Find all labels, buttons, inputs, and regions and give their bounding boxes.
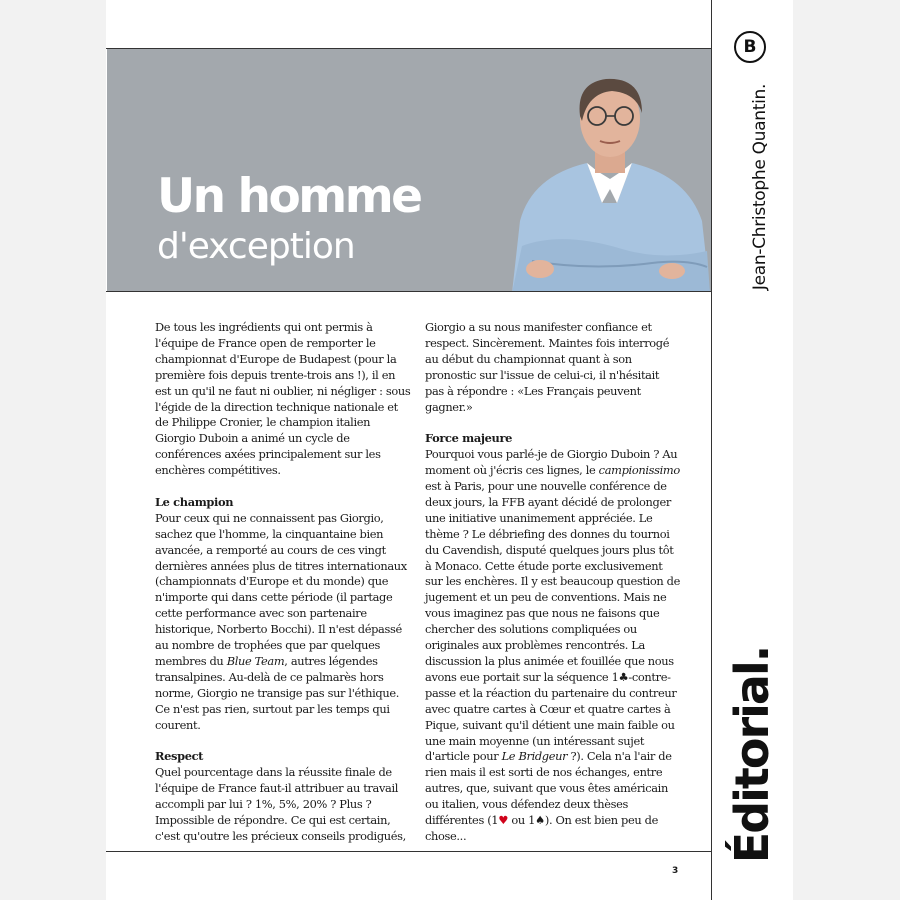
section-label: Éditorial.	[725, 646, 779, 864]
author-portrait	[502, 71, 711, 291]
page-number: 3	[672, 866, 679, 876]
banner-divider	[106, 291, 712, 292]
bridgeur-logo-icon: B	[734, 31, 766, 63]
page-title: Un homme	[157, 169, 421, 224]
top-divider	[106, 48, 712, 49]
champion-paragraph: Pour ceux qui ne connaissent pas Giorgio, sachez que l'homme, la cinquantaine bien avancée, a remporté au cours de ces vingt dernières années plus de titres internationaux (championnats d'Europe et du monde) que n'importe qui dans cette période (il partage cette performance avec son partenaire historique, Norberto Bocchi). Il n'est dépassé au nombre de trophées que par quelques membres du Blue Team, autres légendes transalpines. Au-delà de ce palmarès hors norme, Giorgio ne transige pas sur l'éthique. Ce n'est pas rien, surtout par les temps qui courent.	[155, 510, 407, 732]
left-column	[155, 320, 412, 845]
heart-suit-icon: ♥	[498, 813, 509, 828]
respect-paragraph: Quel pourcentage dans la réussite finale de l'équipe de France faut-il attribuer au travail accompli par lui ? 1%, 5%, 20% ? Plus ? Impossible de répondre. Ce qui est certain, c'est qu'outre les précieux conseils prodigués,	[155, 765, 406, 843]
title-banner	[107, 49, 711, 291]
force-majeure-paragraph: Pourquoi vous parlé-je de Giorgio Duboin ? Au moment où j'écris ces lignes, le campionissimo est à Paris, pour une nouvelle conférence de deux jours, la FFB ayant décidé de prolonger une initiative unanimement appréciée. Le thème ? Le débriefing des donnes du tournoi du Cavendish, disputé quelques jours plus tôt à Monaco. Cette étude porte exclusivement sur les enchères. Il y est beaucoup question de jugement et un peu de conventions. Mais ne vous imaginez pas que nous ne faisons que chercher des solutions compliquées ou originales aux problèmes rencontrés. La discussion la plus animée et fouillée que nous avons eue portait sur la séquence 1♣-contre-passe et la réaction du partenaire du contreur avec quatre cartes à Cœur et quatre cartes à Pique, suivant qu'il détient une main faible ou une main moyenne (un intéressant sujet d'article pour Le Bridgeur ?). Cela n'a l'air de rien mais il est sorti de nos échanges, entre autres, que, suivant que vous êtes américain ou italien, vous défendez deux thèses différentes (1♥ ou 1♠). On est bien peu de chose...	[425, 447, 680, 843]
heading-le-champion: Le champion	[155, 494, 234, 509]
heading-force-majeure: Force majeure	[425, 431, 512, 446]
spade-suit-icon: ♠	[535, 813, 545, 828]
sidebar-divider	[711, 0, 712, 900]
right-column	[425, 320, 681, 845]
respect-continued-paragraph: Giorgio a su nous manifester confiance et respect. Sincèrement. Maintes fois interrogé au début du championnat quant à son pronostic sur l'issue de celui-ci, il n'hésitait pas à répondre : «Les Français peuvent gagner.»	[425, 320, 670, 414]
author-name: Jean-Christophe Quantin.	[750, 83, 770, 291]
bottom-divider	[106, 851, 712, 852]
page-subtitle: d'exception	[157, 226, 355, 267]
club-suit-icon: ♣	[618, 669, 629, 684]
heading-respect: Respect	[155, 749, 204, 764]
intro-paragraph: De tous les ingrédients qui ont permis à l'équipe de France open de remporter le championnat d'Europe de Budapest (pour la première fois depuis trente-trois ans !), il en est un qu'il ne faut ni oublier, ni négliger : sous l'égide de la direction technique nationale et de Philippe Cronier, le champion italien Giorgio Duboin a animé un cycle de conférences axées principalement sur les enchères compétitives.	[155, 320, 411, 478]
